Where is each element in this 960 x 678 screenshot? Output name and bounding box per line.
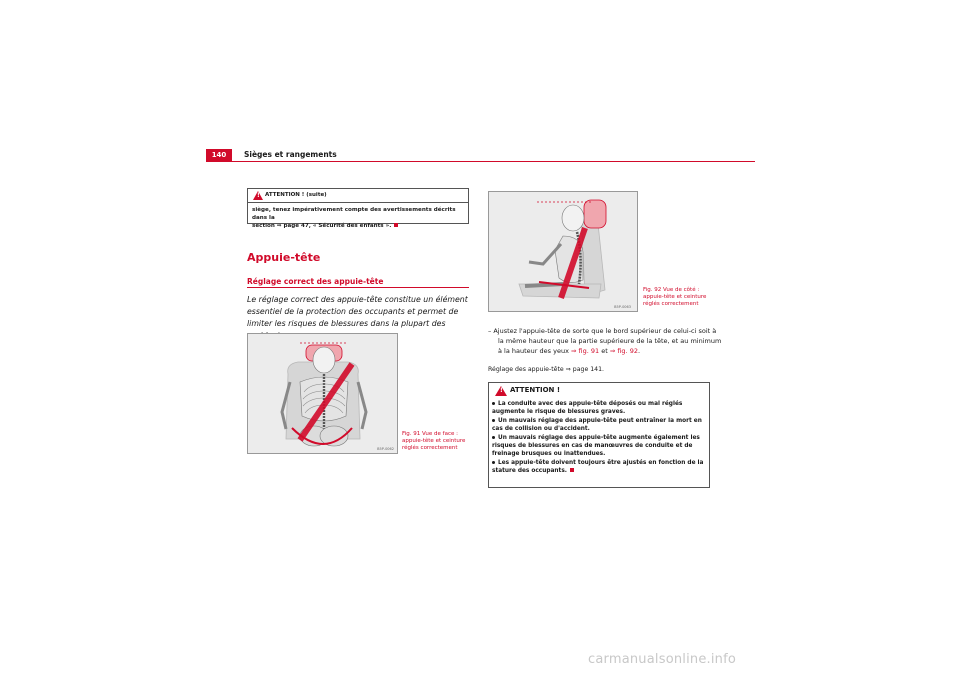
end-marker-icon (570, 468, 574, 472)
front-view-illustration (248, 334, 398, 454)
instruction-end: . (637, 347, 641, 355)
subsection-title: Réglage correct des appuie-tête (247, 277, 384, 286)
figure-92-caption-line1: Fig. 92 Vue de côté : (643, 287, 700, 293)
page-number-badge: 140 (206, 149, 232, 161)
instruction-text: – Ajustez l'appuie-tête de sorte que le bord supérieur de celui-ci soit à la même hauteur que la partie supérieure de la tête, et au minimum à la hauteur des yeux (488, 327, 722, 355)
warning-continued-title: ATTENTION ! (suite) (265, 192, 327, 198)
fig-92-link[interactable]: ⇒ fig. 92 (609, 347, 638, 355)
figure-92-caption-line3: réglés correctement (643, 301, 699, 307)
attention-list (492, 401, 708, 477)
fig-91-link[interactable]: ⇒ fig. 91 (571, 347, 600, 355)
bullet-icon (492, 419, 495, 422)
watermark: carmanualsonline.info (588, 652, 737, 667)
attention-item: Un mauvais réglage des appuie-tête augmente également les risques de blessures en cas de manœuvres de conduite et de freinage brusques ou inattendues. (492, 435, 700, 457)
figure-92-code: B5P-0063 (614, 305, 631, 309)
instruction-and: et (599, 347, 610, 355)
attention-title: ATTENTION ! (510, 386, 561, 394)
attention-item: La conduite avec des appuie-tête déposés ou mal réglés augmente le risque de blessures graves. (492, 401, 683, 415)
figure-92-caption-line2: appuie-tête et ceinture (643, 294, 707, 300)
attention-box (488, 382, 710, 488)
warning-continued-line2: section ⇒ page 47, « Sécurité des enfants ». (252, 223, 392, 229)
figure-91-code: B5P-0062 (377, 447, 394, 451)
side-view-illustration (489, 192, 638, 312)
instruction-step (488, 326, 724, 356)
figure-91-caption-line3: réglés correctement (402, 445, 458, 451)
figure-92-side-view (488, 191, 638, 312)
figure-92-caption (643, 287, 709, 308)
section-title: Appuie-tête (247, 251, 321, 264)
warning-triangle-icon (253, 191, 263, 200)
warning-continued-line1: siège, tenez impérativement compte des avertissements décrits dans la (252, 207, 456, 221)
warning-continued-box (247, 188, 469, 229)
bullet-icon (492, 461, 495, 464)
skull-shape (562, 205, 584, 231)
header-rule (206, 161, 755, 162)
figure-91-caption (402, 431, 468, 452)
figure-91-caption-line1: Fig. 91 Vue de face : (402, 431, 458, 437)
attention-header (489, 383, 709, 398)
warning-continued-text (252, 206, 466, 230)
subsection-rule (247, 287, 469, 288)
intro-text: Le réglage correct des appuie-tête constitue un élément essentiel de la protection des occupants et permet de limiter les risques de blessures dans la plupart des (247, 295, 468, 328)
warning-triangle-icon (495, 386, 507, 396)
warning-continued-header (248, 189, 468, 203)
figure-91-front-view (247, 333, 398, 454)
attention-item: Un mauvais réglage des appuie-tête peut entraîner la mort en cas de collision ou d'accident. (492, 418, 702, 432)
bullet-icon (492, 402, 495, 405)
bullet-icon (492, 436, 495, 439)
crossref-text: Réglage des appuie-tête ⇒ page 141. (488, 366, 604, 373)
figure-91-caption-line2: appuie-tête et ceinture (402, 438, 466, 444)
attention-item: Les appuie-tête doivent toujours être ajustés en fonction de la stature des occupants. (492, 460, 704, 474)
skull-shape (313, 347, 335, 373)
headrest-shape (584, 200, 606, 228)
running-header: Sièges et rangements (244, 150, 337, 159)
end-marker-icon (394, 223, 398, 227)
